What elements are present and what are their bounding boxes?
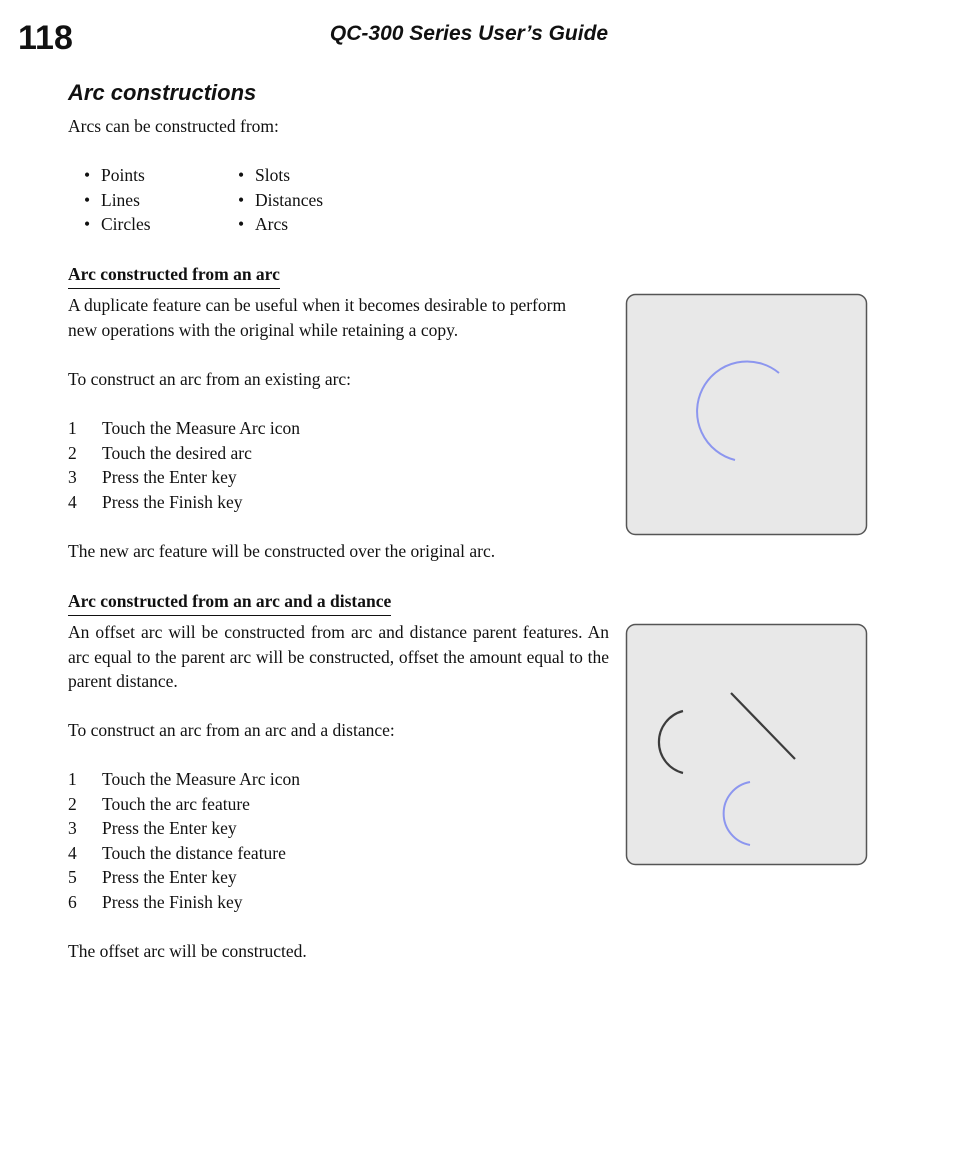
procedure-step: 4 Touch the distance feature [68, 842, 286, 863]
construction-sources-list-right [238, 163, 323, 237]
bullet-icon: • [84, 189, 91, 210]
procedure-steps-arc-from-arc-distance [68, 767, 300, 915]
procedure-step: 2 Touch the desired arc [68, 442, 252, 463]
result-text: The offset arc will be constructed. [68, 941, 307, 961]
procedure-step: 5 Press the Enter key [68, 867, 237, 888]
section-title: Arc constructions [68, 80, 257, 105]
subsection-heading-arc-from-arc-distance: Arc constructed from an arc and a distance [68, 590, 391, 616]
procedure-step: 3 Press the Enter key [68, 467, 237, 488]
bullet-icon: • [84, 165, 91, 185]
list-item: • Slots [238, 163, 323, 188]
list-item: • Lines [84, 188, 151, 213]
display-screen [625, 293, 869, 536]
procedure-steps-arc-from-arc [68, 416, 300, 514]
bullet-icon: • [238, 189, 245, 210]
bullet-icon: • [238, 214, 245, 235]
paragraph-line: new operations with the original while retaining a copy. [68, 320, 459, 340]
bullet-icon: • [238, 165, 245, 185]
paragraph-line: A duplicate feature can be useful when it becomes desirable to perform [68, 295, 567, 315]
procedure-step: 6 Press the Finish key [68, 891, 243, 912]
page-number: 118 [18, 19, 73, 57]
construction-sources-list-left [84, 163, 151, 237]
list-item: • Circles [84, 212, 151, 237]
procedure-intro: To construct an arc from an existing arc: [68, 369, 352, 389]
display-screen [625, 623, 869, 866]
section-intro: Arcs can be constructed from: [68, 116, 279, 136]
procedure-step: 2 Touch the arc feature [68, 793, 250, 814]
subsection-heading-arc-from-arc: Arc constructed from an arc [68, 263, 280, 289]
list-item: • Distances [238, 188, 323, 213]
list-item: • Arcs [238, 212, 323, 237]
section-paragraph: An offset arc will be constructed from arc and distance parent features. An arc equal to the parent arc will be constructed, offset the amount equal to the parent distance. [68, 622, 609, 692]
result-text: The new arc feature will be constructed over the original arc. [68, 541, 496, 561]
procedure-step: 3 Press the Enter key [68, 818, 237, 839]
procedure-step: 4 Press the Finish key [68, 491, 243, 512]
arc-distance-screen-illustration [625, 623, 869, 866]
arc-from-arc-screen-illustration [625, 293, 869, 536]
procedure-intro: To construct an arc from an arc and a distance: [68, 720, 395, 740]
running-header-title: QC-300 Series User’s Guide [329, 22, 609, 45]
screen-frame [627, 295, 867, 535]
procedure-step: 1 Touch the Measure Arc icon [68, 769, 301, 789]
bullet-icon: • [84, 214, 91, 235]
list-item: • Points [84, 163, 151, 188]
procedure-step: 1 Touch the Measure Arc icon [68, 418, 301, 438]
screen-frame [627, 625, 867, 865]
